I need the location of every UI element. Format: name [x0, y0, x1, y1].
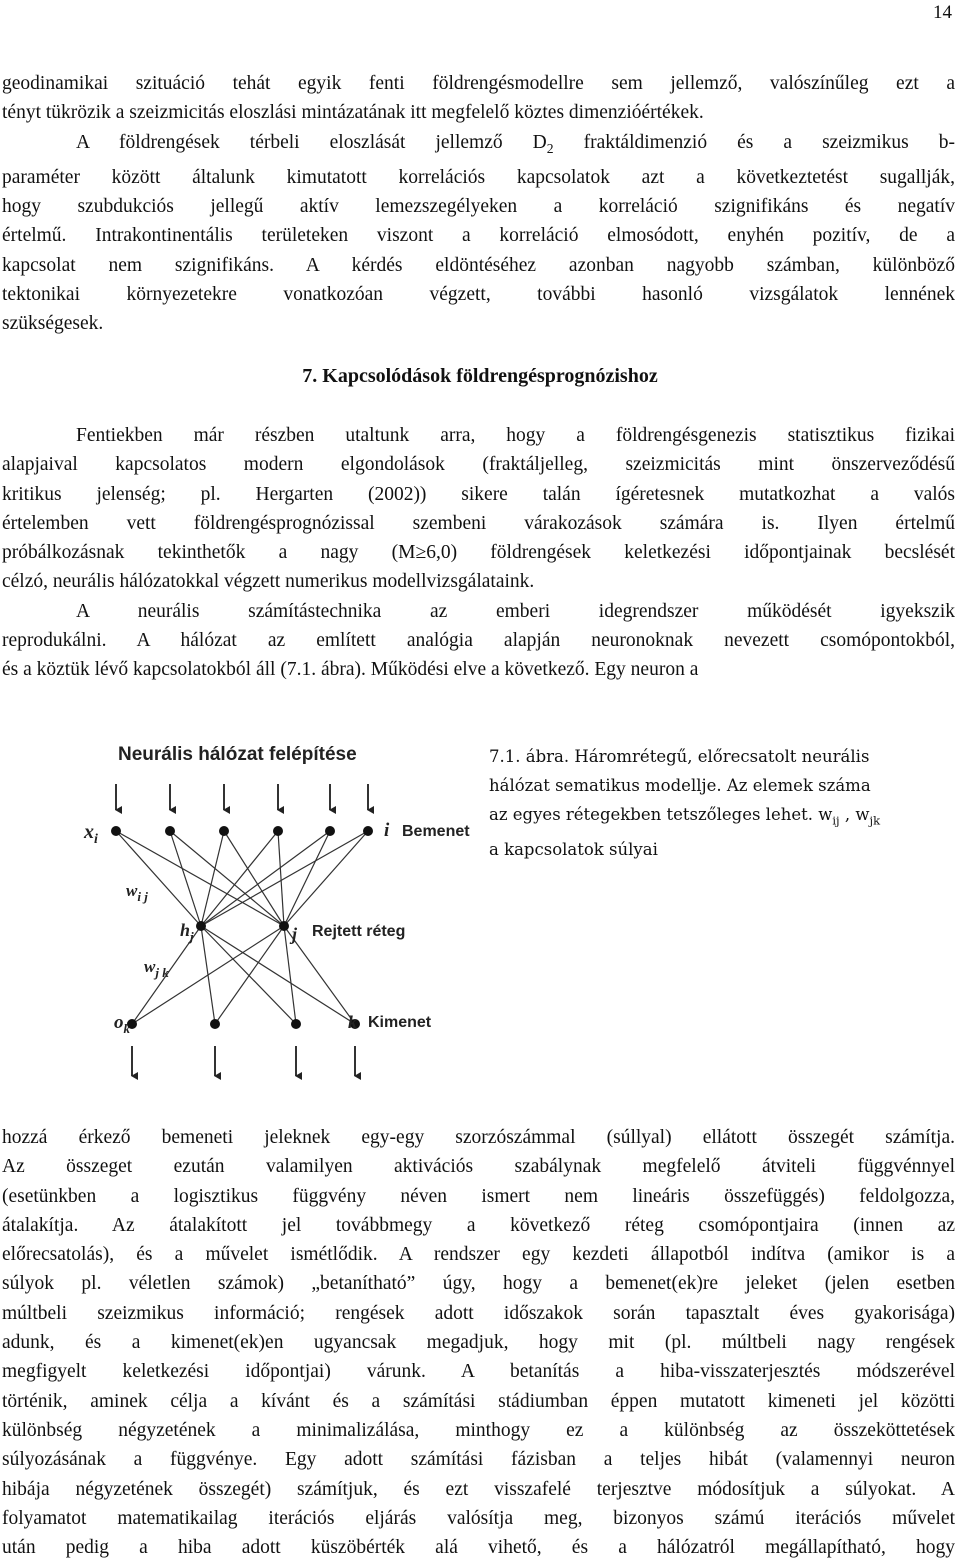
text-line: megfigyelt keletkezési időpontjai) várunk. A betanítás a hiba-visszaterjesztés módszerével: [2, 1361, 955, 1383]
text-line: célzó, neurális hálózatokkal végzett numerikus modellvizsgálataink.: [2, 571, 535, 593]
hidden-node-label: $h_j$: [180, 920, 194, 944]
text-line: geodinamikai szituáció tehát egyik fenti földrengésmodellre sem jellemző, valószínűleg ezt a: [2, 73, 955, 94]
weight-connection: [116, 831, 201, 926]
input-node: [219, 826, 229, 836]
text-line: paraméter között általunk kimutatott korrelációs kapcsolatok azt a következtetést sugallják,: [2, 166, 955, 188]
input-node: [273, 826, 283, 836]
text-line: értelmű. Intrakontinentális területeken viszont a korreláció elmosódott, enyhén pozitív, de a: [2, 225, 955, 247]
weight-ij-label: $w_{i j}$: [126, 881, 148, 904]
weight-connection: [170, 831, 201, 926]
text-line: különbség négyzetének a minimalizálása, minthogy ez a különbség az összeköttetések: [2, 1419, 955, 1441]
text-line: adunk, és a kimenet(ek)en ugyancsak megadjuk, hogy mit (pl. múltbeli nagy rengések: [2, 1332, 955, 1354]
text-line: Fentiekben már részben utaltunk arra, hogy a földrengésgenezis statisztikus fizikai: [76, 425, 955, 446]
paragraph-network: [2, 1123, 955, 1562]
hidden-node: [196, 921, 206, 931]
text-line: reprodukálni. A hálózat az említett analógia alapján neuronoknak nevezett csomópontokból,: [2, 630, 955, 652]
neural-network-diagram: [70, 728, 490, 1098]
output-layer-label: Kimenet: [368, 1014, 432, 1031]
weight-connection: [201, 926, 296, 1024]
output-node: [210, 1019, 220, 1029]
weight-connection: [284, 831, 330, 926]
text-line: hogy szubdukciós jellegű aktív lemezszegélyeken a korreláció szignifikáns és negatív: [2, 196, 955, 218]
output-index-label: k: [348, 1012, 357, 1032]
text-line: után pedig a hiba adott küszöbérték alá vihető, és a hálózatról megállapítható, hogy: [2, 1537, 955, 1559]
section-heading: 7. Kapcsolódások földrengésprognózishoz: [302, 365, 658, 387]
input-node: [325, 826, 335, 836]
input-node: [363, 826, 373, 836]
text-line: tektonikai környezetekre vonatkozóan végzett, további hasonló vizsgálatok lennének: [2, 283, 955, 305]
hidden-index-label: j: [292, 924, 298, 944]
text-line: (esetünkben a logisztikus függvény néven ismert nem lineáris összefüggés) feldolgozza,: [2, 1185, 955, 1207]
text-line: súlyozásának a függvénye. Egy adott számítási fázisban a teljes hibát (valamennyi neuron: [2, 1449, 955, 1471]
hidden-node: [279, 921, 289, 931]
weight-connection: [224, 831, 284, 926]
paragraph-intro: [2, 69, 955, 339]
input-layer-label: Bemenet: [402, 823, 470, 840]
text-line: átalakítja. Az átalakított jel továbbmegy a következő réteg csomópontjaira (innen az: [2, 1214, 955, 1236]
text-line: hibája négyzetének összegét) számítjuk, és ezt visszafelé terjesztve módosítjuk a súlyokat. A: [2, 1478, 955, 1500]
text-line: kritikus jelenség; pl. Hergarten (2002)) sikere talán ígéretesnek mutatkozhat a valós: [2, 483, 955, 505]
hidden-layer-label: Rejtett réteg: [312, 923, 406, 940]
weight-connection: [116, 831, 284, 926]
input-node: [165, 826, 175, 836]
caption-line: 7.1. ábra. Háromrétegű, előrecsatolt neurális: [489, 747, 870, 766]
text-line: A földrengések térbeli eloszlását jellemző $D_2$ fraktáldimenzió és a szeizmikus b-: [76, 131, 956, 156]
text-line: kapcsolat nem szignifikáns. A kérdés eldöntéséhez azonban nagyobb számban, különböző: [2, 254, 955, 276]
weight-jk-label: $w_{j k}$: [144, 957, 169, 980]
output-node: [291, 1019, 301, 1029]
text-line: szükségesek.: [2, 313, 104, 335]
input-node-label: $x_i$: [84, 821, 98, 847]
input-index-label: i: [384, 820, 390, 841]
caption-line: az egyes rétegekben tetszőleges lehet. $w_{ij}$ , $w_{jk}$: [489, 805, 881, 828]
text-line: folyamatot matematikailag iterációs eljárás valósítja meg, bizonyos számú iterációs művelet: [2, 1507, 955, 1529]
text-line: és a köztük lévő kapcsolatokból áll (7.1. ábra). Működési elve a következő. Egy neuron a: [2, 659, 699, 681]
text-line: alapjaival kapcsolatos modern elgondolások (fraktáljelleg, szeizmicitás mint önszerveződésű: [2, 454, 955, 476]
text-line: múltbeli szeizmikus információ; rengések adott időszakok során tapasztalt éves gyakorisága): [2, 1302, 955, 1324]
weight-connection: [215, 926, 284, 1024]
text-line: Az összeget ezután valamilyen aktivációs szabálynak megfelelő átviteli függvénnyel: [2, 1156, 955, 1178]
weight-connection: [201, 926, 355, 1024]
diagram-title: Neurális hálózat felépítése: [118, 744, 357, 765]
text-line: A neurális számítástechnika az emberi idegrendszer működését igyekszik: [76, 600, 955, 622]
weight-connection: [278, 831, 284, 926]
text-line: próbálkozásnak tekinthetők a nagy (M≥6,0) földrengések keletkezési időpontjainak becslését: [2, 542, 955, 564]
page-number: 14: [933, 2, 952, 23]
text-line: értelemben vett földrengésprognózissal szembeni várakozások számára is. Ilyen értelmű: [2, 512, 955, 534]
text-line: tényt tükrözik a szeizmicitás eloszlási mintázatának itt megfelelő köztes dimenzióértékek.: [2, 102, 704, 124]
caption-line: hálózat sematikus modellje. Az elemek száma: [489, 776, 871, 795]
paragraph-prognosis: [2, 421, 955, 685]
output-node-label: $o_k$: [114, 1012, 130, 1036]
caption-line: a kapcsolatok súlyai: [489, 840, 658, 860]
figure-caption: [489, 742, 959, 864]
text-line: súlyok pl. véletlen számok) „betanítható” úgy, hogy a bemenet(ek)re jeleket (jelen esetben: [2, 1273, 955, 1295]
weight-connection: [284, 831, 368, 926]
input-node: [111, 826, 121, 836]
text-line: előrecsatolás), és a művelet ismétlődik. A rendszer egy kezdeti állapotból indítva (amikor is a: [2, 1244, 955, 1266]
text-line: hozzá érkező bemeneti jeleknek egy-egy szorzószámmal (súllyal) ellátott összegét számítja.: [2, 1127, 955, 1148]
text-line: történik, aminek célja a kívánt és a számítási stádiumban éppen mutatott kimeneti jel közötti: [2, 1390, 955, 1412]
weight-connection: [201, 831, 368, 926]
